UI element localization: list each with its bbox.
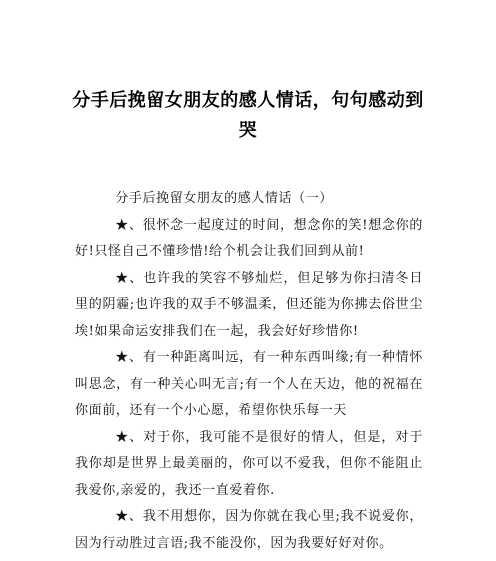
paragraph: ★、有一种距离叫远，有一种东西叫缘;有一种情怀叫思念，有一种关心叫无言;有一个人在天边，他的祝福在你面前，还有一个小心愿，希望你快乐每一天 (75, 350, 423, 418)
document-body (75, 186, 423, 557)
paragraph: ★、对于你，我可能不是很好的情人，但是，对于我你却是世界上最美丽的，你可以不爱我，但你不能阻止我爱你,亲爱的，我还一直爱着你. (75, 429, 423, 498)
paragraph: ★、我不用想你，因为你就在我心里;我不说爱你，因为行动胜过言语;我不能没你，因为我要好好对你。 (75, 509, 423, 551)
paragraph: ★、也许我的笑容不够灿烂，但足够为你扫清冬日里的阴霾;也许我的双手不够温柔，但还能为你拂去俗世尘埃!如果命运安排我们在一起，我会好好珍惜你! (75, 270, 423, 339)
document-title: 分手后挽留女朋友的感人情话，句句感动到哭 (72, 90, 424, 141)
paragraph: ★、很怀念一起度过的时间，想念你的笑!想念你的好!只怪自己不懂珍惜!给个机会让我们回到从前! (75, 217, 423, 259)
section-heading: 分手后挽留女朋友的感人情话（一） (115, 191, 333, 206)
